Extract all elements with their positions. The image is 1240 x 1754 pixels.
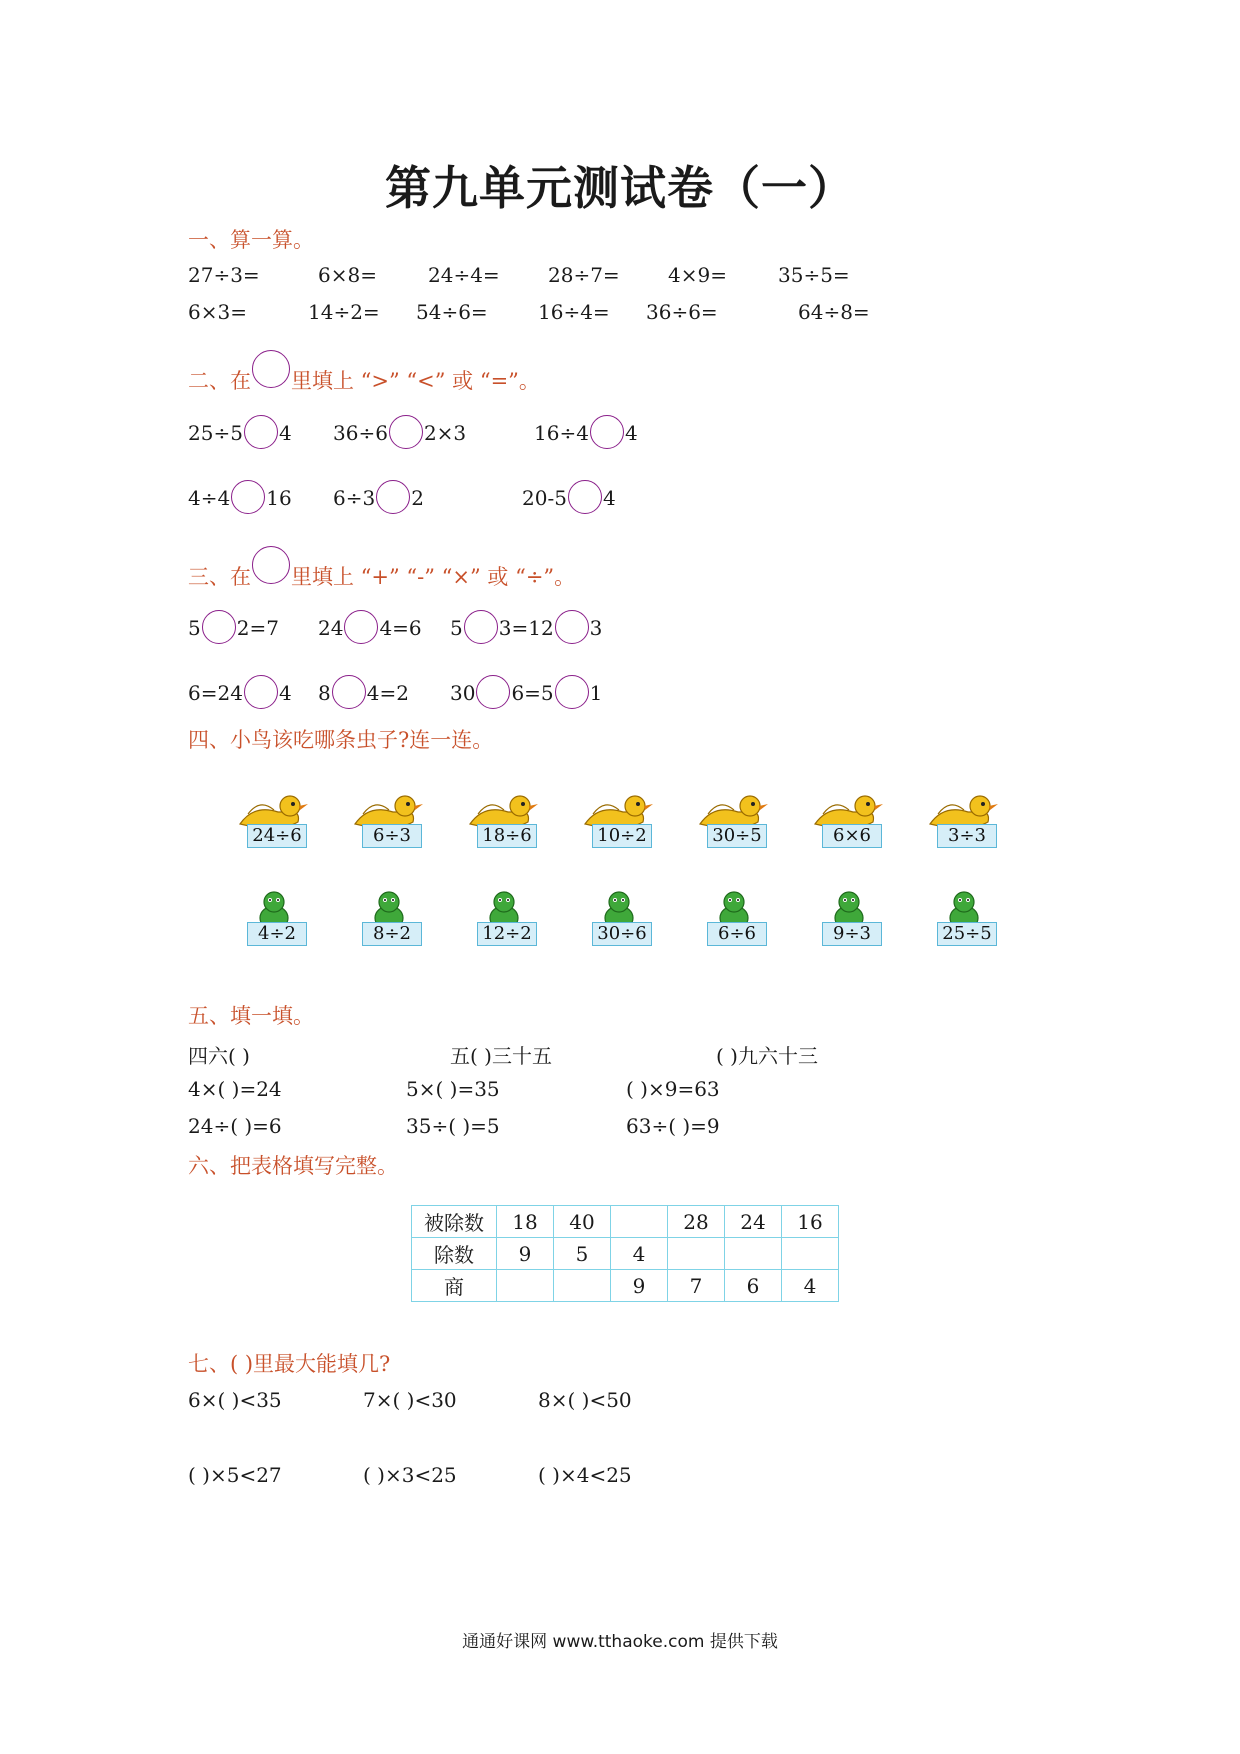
worm-card[interactable]	[464, 888, 540, 944]
circle-icon	[252, 350, 290, 388]
sec1-row1-item: 24÷4=	[428, 263, 500, 287]
fill-item: 5×( )=35	[406, 1077, 500, 1101]
worm-label: 9÷3	[822, 922, 882, 946]
bird-card[interactable]	[464, 790, 540, 846]
answer-circle[interactable]	[231, 480, 265, 514]
answer-circle[interactable]	[590, 415, 624, 449]
section-1-heading: 一、算一算。	[188, 228, 314, 252]
sec1-row1-item: 6×8=	[318, 263, 377, 287]
compare-item: 36÷6 2×3	[333, 415, 466, 449]
bird-card[interactable]	[924, 790, 1000, 846]
bird-label: 30÷5	[707, 824, 767, 848]
sec1-row2-item: 16÷4=	[538, 300, 610, 324]
table-row: 商 9 7 6 4	[412, 1270, 839, 1302]
max-fill-item: 6×( )<35	[188, 1388, 282, 1412]
worm-label: 30÷6	[592, 922, 652, 946]
fill-item: 35÷( )=5	[406, 1114, 500, 1138]
bird-label: 10÷2	[592, 824, 652, 848]
bird-label: 24÷6	[247, 824, 307, 848]
answer-circle[interactable]	[555, 610, 589, 644]
section-2-heading-a: 二、在	[188, 369, 251, 393]
worm-card[interactable]	[694, 888, 770, 944]
answer-circle[interactable]	[389, 415, 423, 449]
fill-item: ( )九六十三	[716, 1044, 818, 1068]
sec1-row2-item: 36÷6=	[646, 300, 718, 324]
bird-label: 6×6	[822, 824, 882, 848]
bird-card[interactable]	[349, 790, 425, 846]
max-fill-item: ( )×4<25	[538, 1463, 632, 1487]
compare-item: 6÷3 2	[333, 480, 424, 514]
operator-item: 6=24 4	[188, 675, 292, 709]
section-3-heading-a: 三、在	[188, 565, 251, 589]
section-4-heading: 四、小鸟该吃哪条虫子?连一连。	[188, 728, 494, 752]
sec1-row1-item: 28÷7=	[548, 263, 620, 287]
operator-item: 30 6=5 1	[450, 675, 602, 709]
section-6-heading: 六、把表格填写完整。	[188, 1154, 398, 1178]
sec1-row2-item: 64÷8=	[798, 300, 870, 324]
division-table	[411, 1205, 839, 1302]
circle-icon	[252, 546, 290, 584]
fill-item: 五( )三十五	[450, 1044, 552, 1068]
compare-item: 4÷4 16	[188, 480, 292, 514]
max-fill-item: ( )×5<27	[188, 1463, 282, 1487]
sec1-row1-item: 27÷3=	[188, 263, 260, 287]
worm-card[interactable]	[349, 888, 425, 944]
answer-circle[interactable]	[555, 675, 589, 709]
bird-label: 18÷6	[477, 824, 537, 848]
section-2-heading	[188, 350, 540, 395]
worm-card[interactable]	[579, 888, 655, 944]
sec1-row1-item: 35÷5=	[778, 263, 850, 287]
fill-item: ( )×9=63	[626, 1077, 720, 1101]
max-fill-item: 7×( )<30	[363, 1388, 457, 1412]
section-3-heading	[188, 546, 575, 591]
answer-circle[interactable]	[464, 610, 498, 644]
fill-item: 63÷( )=9	[626, 1114, 720, 1138]
page-title: 第九单元测试卷（一）	[385, 161, 855, 215]
worm-label: 4÷2	[247, 922, 307, 946]
answer-circle[interactable]	[344, 610, 378, 644]
section-3-heading-b: 里填上 “+” “-” “×” 或 “÷”。	[291, 565, 576, 589]
worm-label: 6÷6	[707, 922, 767, 946]
answer-circle[interactable]	[376, 480, 410, 514]
table-row: 被除数 18 40 28 24 16	[412, 1206, 839, 1238]
bird-label: 6÷3	[362, 824, 422, 848]
operator-item: 5 2=7	[188, 610, 279, 644]
worm-label: 8÷2	[362, 922, 422, 946]
sec1-row1-item: 4×9=	[668, 263, 727, 287]
worm-card[interactable]	[809, 888, 885, 944]
operator-item: 24 4=6	[318, 610, 422, 644]
fill-item: 24÷( )=6	[188, 1114, 282, 1138]
bird-card[interactable]	[234, 790, 310, 846]
compare-item: 20-5 4	[522, 480, 616, 514]
section-7-heading: 七、( )里最大能填几?	[188, 1352, 391, 1376]
answer-circle[interactable]	[244, 415, 278, 449]
max-fill-item: 8×( )<50	[538, 1388, 632, 1412]
operator-item: 8 4=2	[318, 675, 409, 709]
fill-item: 4×( )=24	[188, 1077, 282, 1101]
max-fill-item: ( )×3<25	[363, 1463, 457, 1487]
compare-item: 16÷4 4	[534, 415, 638, 449]
answer-circle[interactable]	[332, 675, 366, 709]
section-2-heading-b: 里填上 “>” “<” 或 “=”。	[291, 369, 540, 393]
worm-label: 12÷2	[477, 922, 537, 946]
division-table-wrap	[411, 1205, 839, 1302]
bird-label: 3÷3	[937, 824, 997, 848]
worm-card[interactable]	[924, 888, 1000, 944]
sec1-row2-item: 54÷6=	[416, 300, 488, 324]
section-5-heading: 五、填一填。	[188, 1004, 314, 1028]
bird-card[interactable]	[694, 790, 770, 846]
answer-circle[interactable]	[202, 610, 236, 644]
compare-item: 25÷5 4	[188, 415, 292, 449]
answer-circle[interactable]	[244, 675, 278, 709]
table-row: 除数 9 5 4	[412, 1238, 839, 1270]
bird-card[interactable]	[579, 790, 655, 846]
answer-circle[interactable]	[568, 480, 602, 514]
answer-circle[interactable]	[476, 675, 510, 709]
fill-item: 四六( )	[188, 1044, 250, 1068]
sec1-row2-item: 6×3=	[188, 300, 247, 324]
worm-card[interactable]	[234, 888, 310, 944]
bird-card[interactable]	[809, 790, 885, 846]
worm-label: 25÷5	[937, 922, 997, 946]
footer-text: 通通好课网 www.tthaoke.com 提供下载	[462, 1632, 778, 1652]
operator-item: 5 3=12 3	[450, 610, 602, 644]
sec1-row2-item: 14÷2=	[308, 300, 380, 324]
